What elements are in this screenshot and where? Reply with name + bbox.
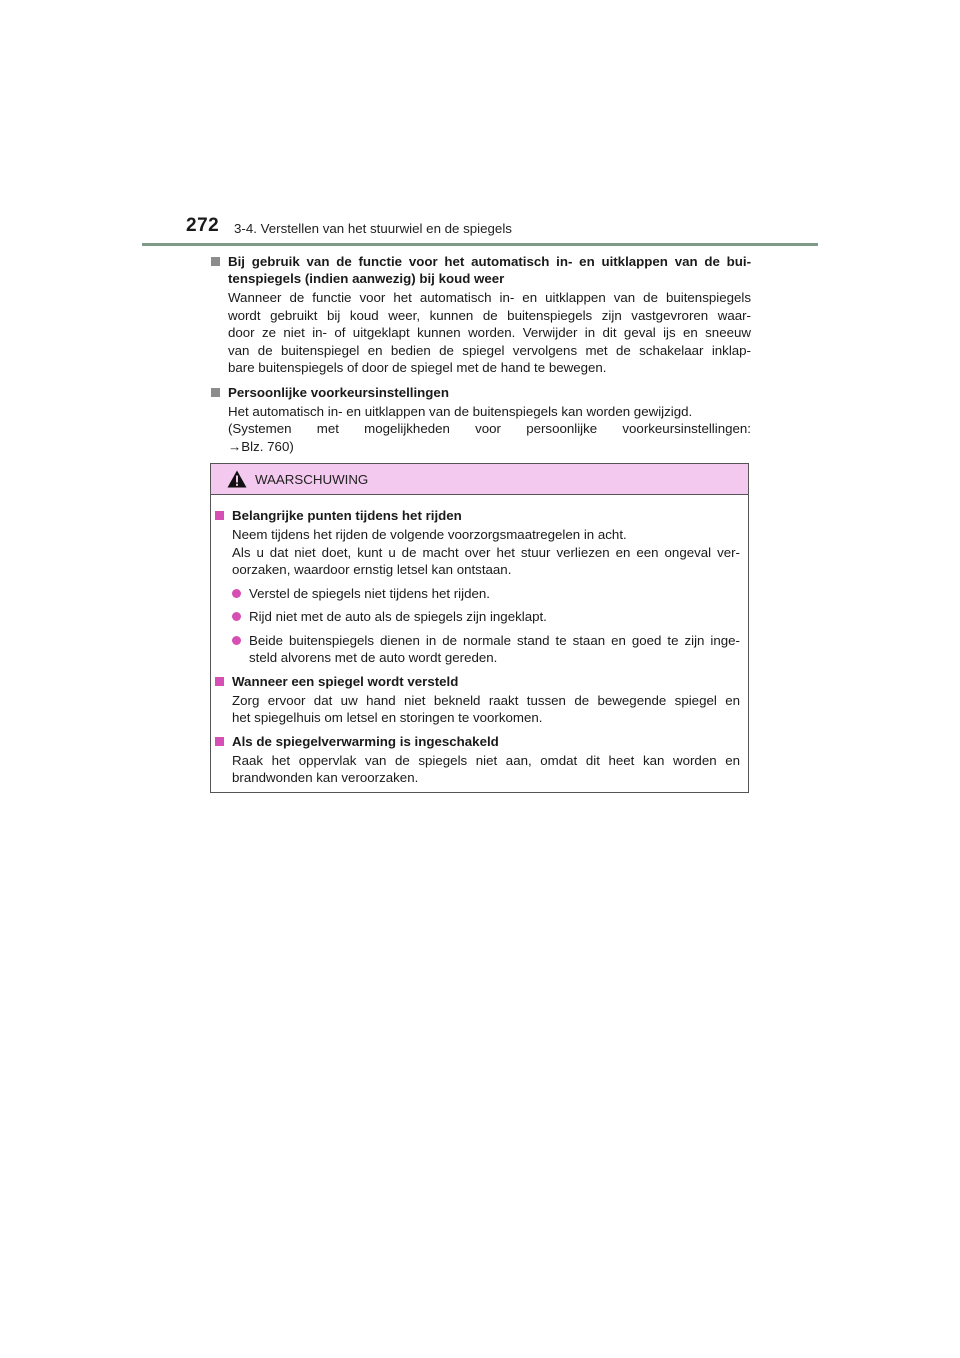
body-line: Raak het oppervlak van de spiegels niet aan, omdat dit heet kan worden en <box>232 752 740 768</box>
list-item <box>215 585 740 603</box>
list-item <box>215 632 740 667</box>
body-line: van de buitenspiegel en bedien de spiegel vervolgens met de schakelaar inklap- <box>228 342 751 358</box>
heading-line: Bij gebruik van de functie voor het automatisch in- en uitklappen van de bui- <box>228 254 751 269</box>
heading-text: Belangrijke punten tijdens het rijden <box>232 508 462 523</box>
list-item-text: Verstel de spiegels niet tijdens het rijden. <box>249 585 490 601</box>
heading-text: Wanneer een spiegel wordt versteld <box>232 673 459 689</box>
circle-bullet-icon <box>232 612 241 621</box>
body-line: Als u dat niet doet, kunt u de macht over het stuur verliezen en een ongeval ver- <box>232 544 740 560</box>
body-line: bare buitenspiegels of door de spiegel met de hand te bewegen. <box>228 360 607 375</box>
body-line: wordt gebruikt bij koud weer, kunnen de buitenspiegels zijn vastgevroren waar- <box>228 307 751 323</box>
section-heading <box>215 733 740 750</box>
section-heading <box>211 384 751 401</box>
warning-section-driving <box>215 507 740 667</box>
body-line: (Systemen met mogelijkheden voor persoonlijke voorkeursinstellingen: <box>228 421 751 436</box>
page-number: 272 <box>186 215 220 236</box>
warning-title: WAARSCHUWING <box>255 472 369 487</box>
reference-link[interactable]: Blz. 760) <box>241 438 294 454</box>
main-content <box>211 253 751 462</box>
section-heading <box>211 253 751 287</box>
section-heading <box>215 673 740 690</box>
square-bullet-icon <box>211 388 220 397</box>
body-line: brandwonden kan veroorzaken. <box>232 770 419 785</box>
heading-line: tenspiegels (indien aanwezig) bij koud weer <box>228 271 505 286</box>
square-bullet-icon <box>215 511 224 520</box>
list-item-text: Rijd niet met de auto als de spiegels zijn ingeklapt. <box>249 609 547 624</box>
section-heading <box>215 507 740 524</box>
warning-box <box>210 463 749 793</box>
section-body <box>211 403 751 456</box>
page-reference <box>228 438 751 456</box>
body-line: het spiegelhuis om letsel en storingen te voorkomen. <box>232 710 543 725</box>
section-body <box>211 289 751 377</box>
circle-bullet-icon <box>232 589 241 598</box>
warning-triangle-icon <box>227 470 247 488</box>
square-bullet-icon <box>211 257 220 266</box>
body-line: Neem tijdens het rijden de volgende voorzorgsmaatregelen in acht. <box>232 527 627 542</box>
heading-text: Als de spiegelverwarming is ingeschakeld <box>232 733 499 749</box>
warning-body <box>211 495 748 787</box>
header-divider <box>142 243 818 246</box>
heading-text: Persoonlijke voorkeursinstellingen <box>228 384 449 400</box>
body-line: Het automatisch in- en uitklappen van de buitenspiegels kan worden gewijzigd. <box>228 403 693 419</box>
section-body <box>215 526 740 579</box>
section-body <box>215 692 740 727</box>
body-line: door ze niet in- of uitgeklapt kunnen worden. Verwijder in dit geval ijs en sneeuw <box>228 325 751 340</box>
warning-section-adjusting <box>215 673 740 727</box>
body-line: Wanneer de functie voor het automatisch in- en uitklappen van de buitenspiegels <box>228 290 751 305</box>
list-item-text: Beide buitenspiegels dienen in de normale stand te staan en goed te zijn inge- steld alvorens met de auto wordt gereden. <box>249 632 740 665</box>
warning-section-heating <box>215 733 740 787</box>
square-bullet-icon <box>215 737 224 746</box>
body-line: oorzaken, waardoor ernstig letsel kan ontstaan. <box>232 562 512 577</box>
section-cold-weather <box>211 253 751 377</box>
arrow-right-icon: → <box>228 438 242 454</box>
body-line: Zorg ervoor dat uw hand niet bekneld raakt tussen de bewegende spiegel en <box>232 692 740 708</box>
circle-bullet-icon <box>232 636 241 645</box>
warning-header <box>211 464 748 495</box>
square-bullet-icon <box>215 677 224 686</box>
section-body <box>215 752 740 787</box>
section-preferences <box>211 384 751 456</box>
list-item <box>215 608 740 626</box>
section-title: 3-4. Verstellen van het stuurwiel en de spiegels <box>234 221 512 236</box>
